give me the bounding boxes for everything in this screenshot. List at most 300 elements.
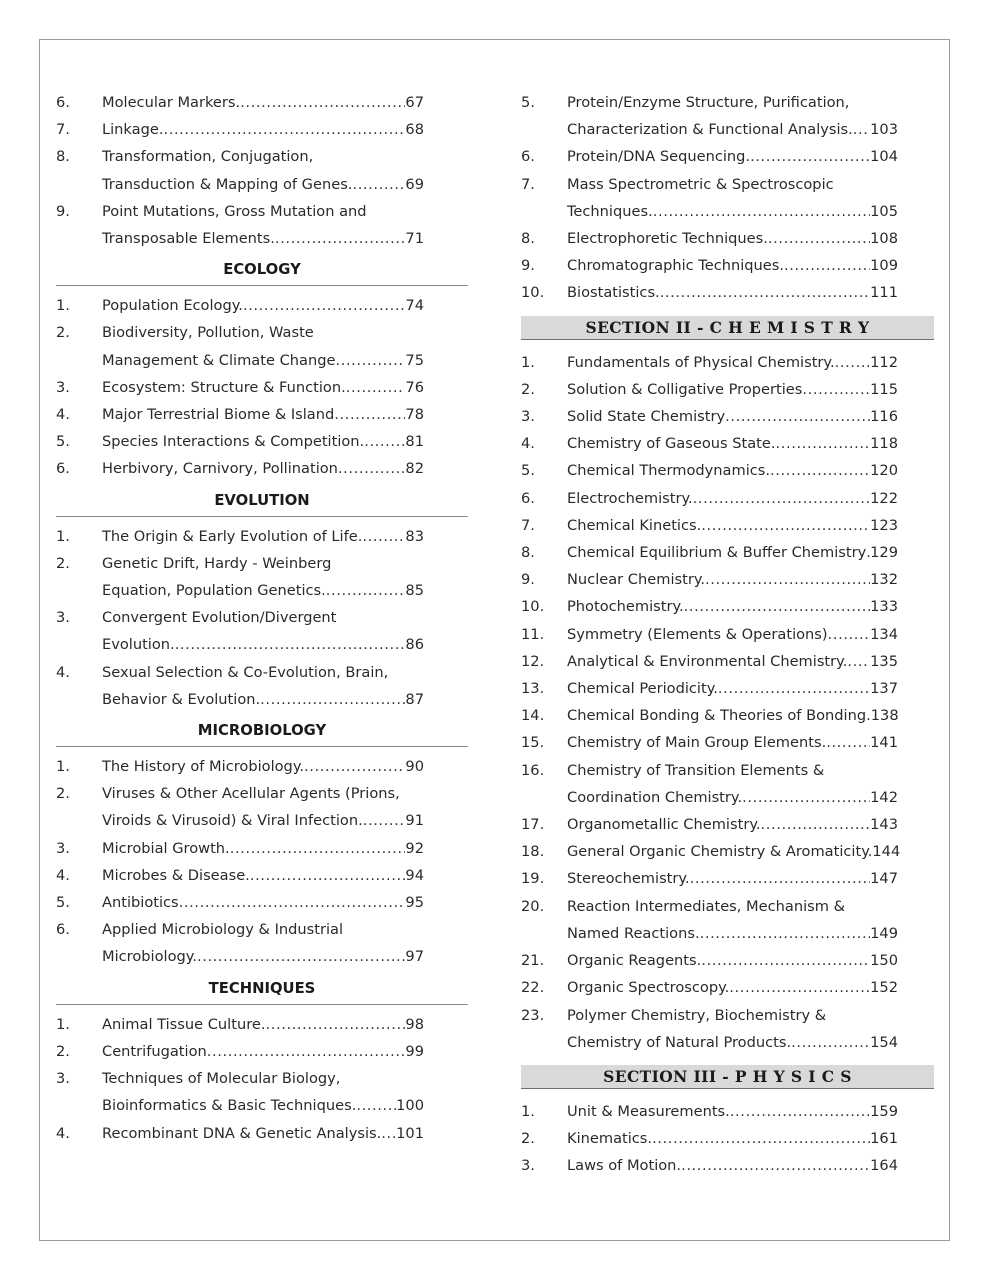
entry-title-line: Sexual Selection & Co-Evolution, Brain, bbox=[102, 663, 389, 681]
page-number: 134 bbox=[870, 625, 898, 643]
toc-entry bbox=[521, 675, 934, 702]
page-number: 85 bbox=[405, 582, 424, 600]
entry-title-text: Characterization & Functional Analysis. bbox=[567, 121, 853, 139]
entry-number: 4. bbox=[56, 406, 70, 424]
entry-title-last-line bbox=[102, 374, 424, 401]
entry-number: 9. bbox=[521, 257, 535, 275]
entry-title-last-line bbox=[567, 1152, 898, 1179]
entry-title-text: Symmetry (Elements & Operations) bbox=[567, 625, 828, 643]
entry-number: 9. bbox=[521, 571, 535, 589]
entry-title-text: Protein/DNA Sequencing. bbox=[567, 148, 751, 166]
entry-number: 2. bbox=[56, 785, 70, 803]
entry-title-last-line bbox=[567, 349, 898, 376]
dot-leader bbox=[784, 252, 870, 279]
entry-title-last-line bbox=[567, 729, 898, 756]
page-number: 164 bbox=[870, 1157, 898, 1175]
toc-right-column bbox=[521, 89, 934, 1180]
entry-title-text: Microbes & Disease. bbox=[102, 866, 250, 884]
toc-list bbox=[56, 1011, 468, 1147]
page-number: 69 bbox=[405, 175, 424, 193]
entry-title bbox=[102, 659, 468, 713]
toc-entry bbox=[521, 143, 934, 170]
entry-number: 2. bbox=[56, 324, 70, 342]
entry-title-line: Biodiversity, Pollution, Waste bbox=[102, 324, 314, 342]
entry-title bbox=[102, 753, 468, 780]
entry-title-last-line bbox=[567, 702, 898, 729]
entry-title bbox=[567, 865, 934, 892]
toc-list bbox=[56, 523, 468, 713]
toc-entry bbox=[56, 428, 468, 455]
entry-title bbox=[567, 143, 934, 170]
toc-entry bbox=[521, 376, 934, 403]
entry-title-last-line bbox=[102, 292, 424, 319]
entry-title-text: Chemical Bonding & Theories of Bonding. bbox=[567, 707, 871, 725]
toc-entry bbox=[521, 485, 934, 512]
page-number: 112 bbox=[870, 353, 898, 371]
entry-title-text: Electrochemistry. bbox=[567, 489, 693, 507]
toc-list bbox=[56, 292, 468, 482]
entry-title-text: Species Interactions & Competition. bbox=[102, 433, 365, 451]
entry-title-text: Chemistry of Natural Products. bbox=[567, 1033, 792, 1051]
entry-title-last-line bbox=[567, 675, 898, 702]
entry-title bbox=[567, 675, 934, 702]
entry-title bbox=[567, 512, 934, 539]
entry-number: 20. bbox=[521, 897, 545, 915]
page-number: 98 bbox=[405, 1015, 424, 1033]
dot-leader bbox=[362, 523, 405, 550]
toc-entry bbox=[521, 865, 934, 892]
entry-title-text: Herbivory, Carnivory, Pollination bbox=[102, 460, 338, 478]
toc-entry bbox=[521, 89, 934, 143]
entry-title-line: Applied Microbiology & Industrial bbox=[102, 921, 344, 939]
entry-number: 4. bbox=[521, 435, 535, 453]
entry-title bbox=[567, 1098, 934, 1125]
entry-title-last-line bbox=[567, 1125, 898, 1152]
entry-title bbox=[102, 401, 468, 428]
page-number: 94 bbox=[405, 866, 424, 884]
entry-title bbox=[102, 143, 468, 197]
entry-number: 1. bbox=[56, 527, 70, 545]
entry-title-last-line bbox=[567, 376, 898, 403]
page-number: 71 bbox=[405, 230, 424, 248]
dot-leader bbox=[250, 862, 406, 889]
entry-number: 6. bbox=[56, 921, 70, 939]
dot-leader bbox=[652, 1125, 870, 1152]
entry-number: 2. bbox=[56, 554, 70, 572]
page-number: 159 bbox=[870, 1102, 898, 1120]
toc-list bbox=[56, 89, 468, 252]
entry-title-last-line bbox=[567, 225, 898, 252]
toc-entry bbox=[56, 835, 468, 862]
dot-leader bbox=[230, 835, 406, 862]
entry-title-last-line bbox=[567, 947, 898, 974]
entry-title-text: Microbial Growth. bbox=[102, 839, 230, 857]
dot-leader bbox=[179, 889, 406, 916]
entry-title-last-line bbox=[567, 784, 898, 811]
entry-number: 8. bbox=[521, 544, 535, 562]
entry-title bbox=[102, 550, 468, 604]
page-number: 86 bbox=[405, 636, 424, 654]
entry-number: 5. bbox=[521, 94, 535, 111]
entry-number: 11. bbox=[521, 625, 545, 643]
toc-entry bbox=[56, 889, 468, 916]
entry-title-text: Electrophoretic Techniques. bbox=[567, 230, 768, 248]
entry-title-text: Stereochemistry. bbox=[567, 870, 690, 888]
entry-title-last-line bbox=[567, 920, 898, 947]
entry-title-last-line bbox=[567, 457, 898, 484]
dot-leader bbox=[725, 403, 870, 430]
entry-title-last-line bbox=[102, 523, 424, 550]
entry-number: 3. bbox=[56, 378, 70, 396]
entry-title-last-line bbox=[102, 1011, 424, 1038]
page-number: 141 bbox=[870, 734, 898, 752]
entry-title-last-line bbox=[102, 889, 424, 916]
entry-title-last-line bbox=[567, 116, 898, 143]
entry-title bbox=[102, 523, 468, 550]
entry-title bbox=[567, 838, 934, 865]
page-number: 104 bbox=[870, 148, 898, 166]
toc-entry bbox=[56, 523, 468, 550]
entry-title bbox=[102, 198, 468, 252]
toc-entry bbox=[521, 811, 934, 838]
entry-title-last-line bbox=[102, 862, 424, 889]
toc-list bbox=[521, 89, 934, 307]
dot-leader bbox=[761, 811, 871, 838]
entry-title bbox=[567, 430, 934, 457]
entry-title-last-line bbox=[567, 279, 898, 306]
entry-number: 1. bbox=[521, 1102, 535, 1120]
entry-title-text: Bioinformatics & Basic Techniques. bbox=[102, 1097, 357, 1115]
entry-number: 6. bbox=[521, 489, 535, 507]
page-number: 120 bbox=[870, 462, 898, 480]
entry-title bbox=[102, 319, 468, 373]
dot-leader bbox=[163, 116, 405, 143]
page-number: 154 bbox=[870, 1033, 898, 1051]
page-number: 123 bbox=[870, 516, 898, 534]
toc-entry bbox=[521, 1152, 934, 1179]
entry-title bbox=[102, 862, 468, 889]
dot-leader bbox=[684, 593, 870, 620]
toc-list bbox=[56, 753, 468, 971]
entry-title-text: Microbiology. bbox=[102, 948, 197, 966]
entry-title bbox=[102, 89, 468, 116]
entry-title-last-line bbox=[567, 430, 898, 457]
page-number: 67 bbox=[405, 94, 424, 111]
toc-entry bbox=[56, 1065, 468, 1119]
entry-title-last-line bbox=[102, 1120, 424, 1147]
entry-number: 2. bbox=[521, 1130, 535, 1148]
entry-number: 6. bbox=[521, 148, 535, 166]
entry-title-line: Convergent Evolution/Divergent bbox=[102, 609, 337, 627]
entry-title bbox=[567, 947, 934, 974]
entry-title-text: Linkage. bbox=[102, 121, 164, 139]
entry-title bbox=[567, 566, 934, 593]
entry-title bbox=[102, 604, 468, 658]
dot-leader bbox=[690, 865, 871, 892]
entry-number: 3. bbox=[521, 408, 535, 426]
entry-title-text: The History of Microbiology. bbox=[102, 758, 305, 776]
toc-entry bbox=[521, 457, 934, 484]
toc-entry bbox=[521, 974, 934, 1001]
subject-heading: ECOLOGY bbox=[56, 252, 468, 286]
entry-number: 18. bbox=[521, 843, 545, 861]
entry-title-last-line bbox=[102, 943, 424, 970]
toc-entry bbox=[521, 648, 934, 675]
dot-leader bbox=[776, 430, 871, 457]
entry-title-last-line bbox=[567, 865, 898, 892]
entry-number: 9. bbox=[56, 202, 70, 220]
dot-leader bbox=[768, 225, 870, 252]
entry-title bbox=[567, 171, 934, 225]
dot-leader bbox=[275, 225, 406, 252]
entry-title-text: Transduction & Mapping of Genes. bbox=[102, 175, 353, 193]
page-number: 101 bbox=[396, 1124, 424, 1142]
entry-title bbox=[102, 916, 468, 970]
entry-number: 21. bbox=[521, 952, 545, 970]
entry-title-line: Point Mutations, Gross Mutation and bbox=[102, 202, 367, 220]
entry-number: 5. bbox=[521, 462, 535, 480]
page-number: 122 bbox=[870, 489, 898, 507]
entry-title-text: Animal Tissue Culture. bbox=[102, 1015, 266, 1033]
page-number: 87 bbox=[405, 690, 424, 708]
entry-number: 3. bbox=[56, 1070, 70, 1088]
entry-number: 2. bbox=[56, 1042, 70, 1060]
toc-entry bbox=[521, 403, 934, 430]
entry-title-last-line bbox=[567, 403, 898, 430]
toc-list bbox=[521, 1098, 934, 1180]
toc-entry bbox=[56, 198, 468, 252]
entry-number: 1. bbox=[521, 353, 535, 371]
page-number: 152 bbox=[870, 979, 898, 997]
dot-leader bbox=[853, 116, 870, 143]
page-number: 129 bbox=[870, 544, 898, 562]
entry-title-last-line bbox=[102, 1092, 424, 1119]
entry-title-text: Chromatographic Techniques. bbox=[567, 257, 785, 275]
entry-title-text: Antibiotics bbox=[102, 894, 179, 912]
entry-title-last-line bbox=[102, 807, 424, 834]
toc-entry bbox=[521, 225, 934, 252]
entry-number: 6. bbox=[56, 460, 70, 478]
entry-title bbox=[102, 1065, 468, 1119]
dot-leader bbox=[660, 279, 870, 306]
toc-entry bbox=[56, 1120, 468, 1147]
toc-entry bbox=[521, 512, 934, 539]
entry-title-last-line bbox=[567, 198, 898, 225]
subject-heading: MICROBIOLOGY bbox=[56, 713, 468, 747]
entry-title-line: Reaction Intermediates, Mechanism & bbox=[567, 897, 845, 915]
entry-title-text: Named Reactions. bbox=[567, 924, 700, 942]
page-number: 135 bbox=[870, 652, 898, 670]
entry-number: 19. bbox=[521, 870, 545, 888]
entry-title-line: Viruses & Other Acellular Agents (Prions, bbox=[102, 785, 400, 803]
entry-title-text: Biostatistics. bbox=[567, 284, 660, 302]
entry-title-text: Behavior & Evolution. bbox=[102, 690, 261, 708]
toc-entry bbox=[521, 1125, 934, 1152]
toc-entry bbox=[521, 838, 934, 865]
dot-leader bbox=[718, 675, 870, 702]
entry-number: 16. bbox=[521, 761, 545, 779]
toc-entry bbox=[56, 401, 468, 428]
dot-leader bbox=[653, 198, 870, 225]
entry-number: 15. bbox=[521, 734, 545, 752]
toc-entry bbox=[56, 862, 468, 889]
toc-entry bbox=[521, 1002, 934, 1056]
page-number: 103 bbox=[870, 121, 898, 139]
entry-title bbox=[567, 457, 934, 484]
entry-title-text: Chemistry of Gaseous State. bbox=[567, 435, 776, 453]
entry-number: 3. bbox=[521, 1157, 535, 1175]
entry-title-last-line bbox=[567, 512, 898, 539]
entry-title-text: Techniques. bbox=[567, 202, 653, 220]
entry-title bbox=[102, 116, 468, 143]
entry-title-line: Mass Spectrometric & Spectroscopic bbox=[567, 175, 834, 193]
entry-title-last-line bbox=[567, 974, 898, 1001]
dot-leader bbox=[207, 1038, 406, 1065]
entry-title-text: Recombinant DNA & Genetic Analysis. bbox=[102, 1124, 382, 1142]
dot-leader bbox=[705, 566, 870, 593]
entry-title-text: Kinematics. bbox=[567, 1130, 653, 1148]
toc-entry bbox=[56, 1038, 468, 1065]
page-number: 115 bbox=[870, 380, 898, 398]
entry-number: 5. bbox=[56, 433, 70, 451]
toc-entry bbox=[56, 455, 468, 482]
page-number: 137 bbox=[870, 680, 898, 698]
page-number: 143 bbox=[870, 816, 898, 834]
entry-title-last-line bbox=[102, 835, 424, 862]
entry-title-last-line bbox=[567, 811, 898, 838]
section-heading: SECTION II - C H E M I S T R Y bbox=[521, 316, 934, 340]
page-number: 81 bbox=[405, 433, 424, 451]
page-number: 91 bbox=[405, 812, 424, 830]
entry-number: 23. bbox=[521, 1006, 545, 1024]
page-number: 76 bbox=[405, 378, 424, 396]
dot-leader bbox=[352, 171, 405, 198]
entry-title bbox=[102, 374, 468, 401]
page-number: 142 bbox=[870, 788, 898, 806]
entry-title-last-line bbox=[567, 539, 898, 566]
dot-leader bbox=[835, 349, 871, 376]
entry-title bbox=[102, 835, 468, 862]
entry-title-text: The Origin & Early Evolution of Life. bbox=[102, 527, 363, 545]
page-number: 149 bbox=[870, 924, 898, 942]
dot-leader bbox=[334, 401, 405, 428]
entry-title bbox=[567, 485, 934, 512]
entry-title bbox=[567, 757, 934, 811]
dot-leader bbox=[791, 1029, 870, 1056]
entry-title bbox=[102, 292, 468, 319]
entry-title-last-line bbox=[102, 428, 424, 455]
entry-title-last-line bbox=[102, 753, 424, 780]
page-number: 105 bbox=[870, 202, 898, 220]
toc-entry bbox=[521, 171, 934, 225]
entry-number: 1. bbox=[56, 297, 70, 315]
page-number: 83 bbox=[405, 527, 424, 545]
entry-title-last-line bbox=[567, 1029, 898, 1056]
toc-entry bbox=[56, 292, 468, 319]
page-number: 133 bbox=[870, 598, 898, 616]
entry-title-last-line bbox=[567, 593, 898, 620]
toc-left-column bbox=[56, 89, 468, 1147]
page-number: 78 bbox=[405, 406, 424, 424]
entry-title-text: Chemical Thermodynamics. bbox=[567, 462, 771, 480]
entry-title-text: Viroids & Virusoid) & Viral Infection. bbox=[102, 812, 363, 830]
toc-entry bbox=[56, 604, 468, 658]
entry-title-text: Laws of Motion. bbox=[567, 1157, 682, 1175]
toc-entry bbox=[56, 319, 468, 373]
toc-entry bbox=[56, 374, 468, 401]
page-number: 74 bbox=[405, 297, 424, 315]
dot-leader bbox=[730, 1098, 870, 1125]
entry-title bbox=[567, 893, 934, 947]
entry-title bbox=[102, 455, 468, 482]
dot-leader bbox=[260, 686, 405, 713]
dot-leader bbox=[363, 807, 406, 834]
dot-leader bbox=[364, 428, 405, 455]
page-number: 90 bbox=[405, 758, 424, 776]
entry-title-text: Analytical & Environmental Chemistry. bbox=[567, 652, 848, 670]
entry-title-last-line bbox=[567, 838, 901, 865]
subject-heading: TECHNIQUES bbox=[56, 971, 468, 1005]
entry-number: 1. bbox=[56, 1015, 70, 1033]
dot-leader bbox=[742, 784, 870, 811]
entry-title-text: Equation, Population Genetics. bbox=[102, 582, 326, 600]
page-number: 118 bbox=[870, 435, 898, 453]
entry-number: 3. bbox=[56, 609, 70, 627]
dot-leader bbox=[197, 943, 405, 970]
entry-title-text: Molecular Markers. bbox=[102, 94, 241, 111]
dot-leader bbox=[828, 621, 871, 648]
toc-entry bbox=[521, 1098, 934, 1125]
entry-title-text: Solid State Chemistry bbox=[567, 408, 726, 426]
entry-number: 7. bbox=[521, 175, 535, 193]
entry-number: 6. bbox=[56, 94, 70, 111]
entry-title-last-line bbox=[102, 401, 424, 428]
toc-entry bbox=[56, 659, 468, 713]
entry-title bbox=[567, 252, 934, 279]
dot-leader bbox=[304, 753, 405, 780]
page-number: 132 bbox=[870, 571, 898, 589]
entry-title-text: Solution & Colligative Properties bbox=[567, 380, 803, 398]
entry-number: 13. bbox=[521, 680, 545, 698]
entry-title-text: Nuclear Chemistry. bbox=[567, 571, 706, 589]
entry-number: 10. bbox=[521, 598, 545, 616]
entry-number: 7. bbox=[56, 121, 70, 139]
entry-title-text: Centrifugation bbox=[102, 1042, 207, 1060]
dot-leader bbox=[175, 631, 406, 658]
entry-title-last-line bbox=[102, 347, 424, 374]
entry-title-last-line bbox=[567, 252, 898, 279]
subject-heading: EVOLUTION bbox=[56, 483, 468, 517]
entry-title bbox=[567, 702, 934, 729]
entry-title bbox=[567, 729, 934, 756]
dot-leader bbox=[338, 455, 405, 482]
toc-entry bbox=[56, 89, 468, 116]
entry-title-text: Evolution. bbox=[102, 636, 175, 654]
dot-leader bbox=[729, 974, 870, 1001]
entry-title bbox=[102, 1120, 468, 1147]
entry-title-text: General Organic Chemistry & Aromaticity. bbox=[567, 843, 873, 861]
dot-leader bbox=[701, 512, 870, 539]
toc-entry bbox=[521, 252, 934, 279]
dot-leader bbox=[243, 292, 405, 319]
dot-leader bbox=[356, 1092, 396, 1119]
toc-entry bbox=[521, 729, 934, 756]
entry-title bbox=[567, 1125, 934, 1152]
dot-leader bbox=[381, 1120, 396, 1147]
entry-title-last-line bbox=[567, 1098, 898, 1125]
entry-title bbox=[567, 89, 934, 143]
entry-title-line: Protein/Enzyme Structure, Purification, bbox=[567, 94, 850, 111]
